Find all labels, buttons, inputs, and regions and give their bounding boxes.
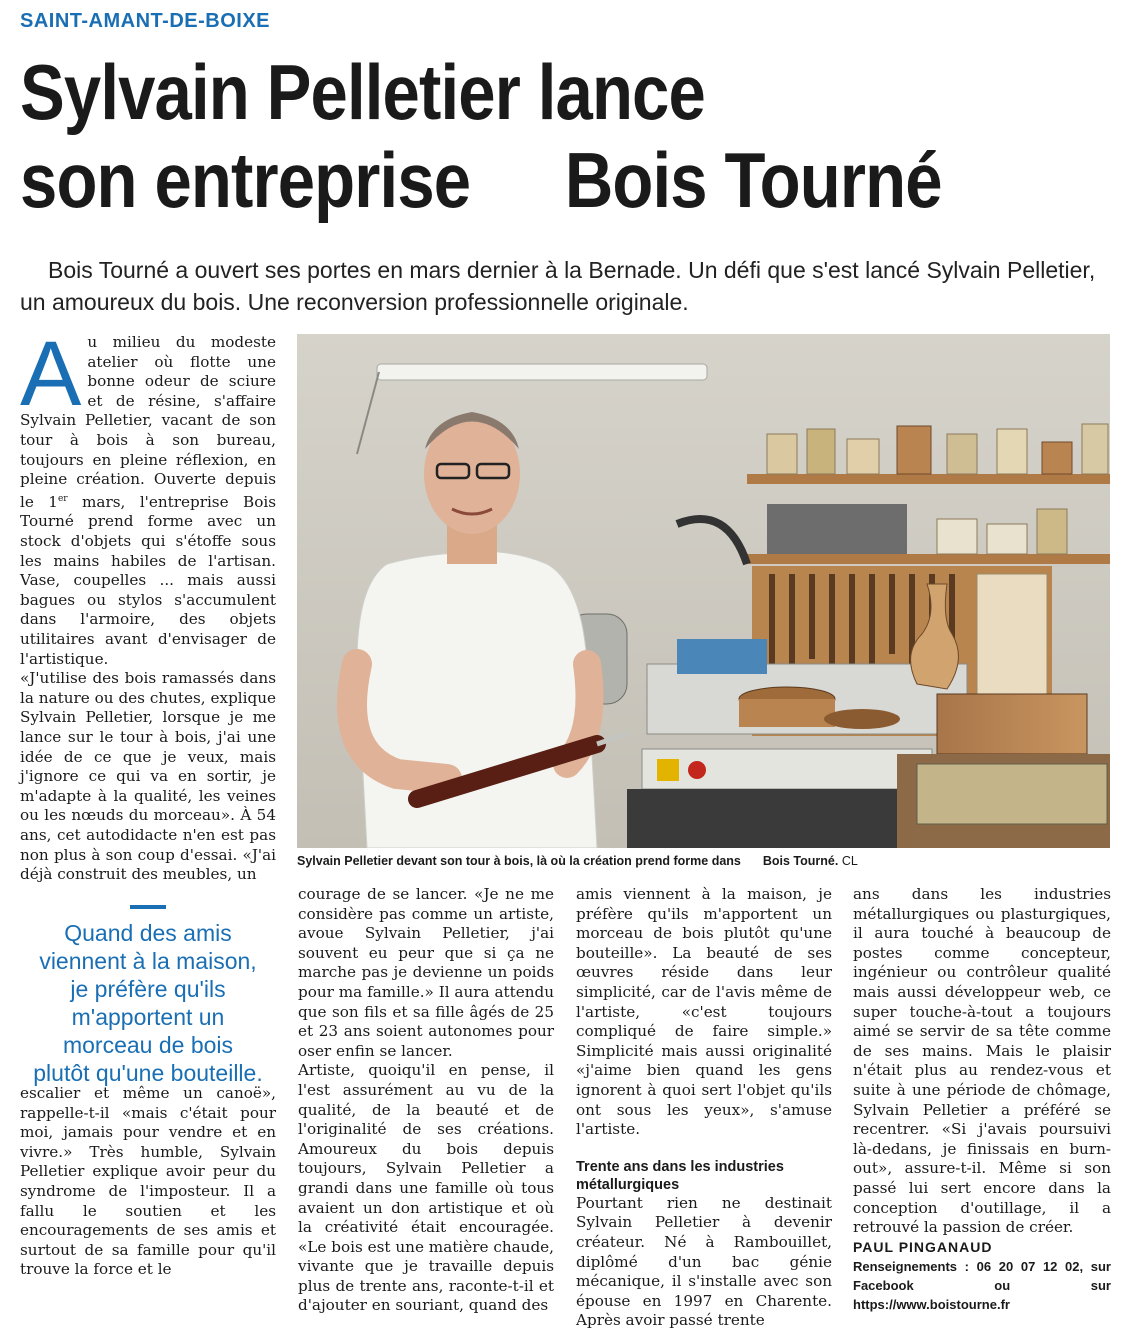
workshop-photo-illustration [297,334,1110,848]
lead-line-1: Bois Tourné a ouvert ses portes en mars dernier à la Bernade. Un défi que s'est lancé Sylvain Pelletier, [48,257,1096,283]
headline [20,48,962,224]
lead-paragraph [20,254,1115,318]
photo-caption [297,853,1110,869]
col2-paragraph-1: courage de se lancer. «Je ne me considère pas comme un artiste, avoue Sylvain Pelletier, j'ai souvent eu peur que si ça ne marche pas je devienne un poids pour ma famille.» Il aura attendu que son fils et sa fille âgés de 25 et 23 ans soient autonomes pour oser enfin se lancer. [298,885,554,1060]
column-2 [298,885,554,1316]
caption-text-b: Bois Tourné. [762,854,839,868]
lead-line-2: un amoureux du bois. Une reconversion professionnelle originale. [20,289,689,315]
column-3 [576,885,832,1331]
photo-credit: CL [841,854,858,868]
column-1 [20,323,276,885]
workshop-photo [297,334,1110,848]
headline-line-2b: Bois Tourné [564,136,942,224]
drop-cap: A [20,323,82,425]
kicker: SAINT-AMANT-DE-BOIXE [20,10,270,32]
pull-quote-line: Quand des amis [64,920,232,946]
headline-line-2 [20,136,962,224]
pull-quote-line: plutôt qu'une bouteille. [33,1060,263,1086]
pull-quote [20,905,276,1087]
pull-quote-line: morceau de bois [62,1032,234,1058]
pull-quote-line: je préfère qu'ils [70,976,226,1002]
contact-info: Renseignements : 06 20 07 12 02, sur Facebook ou sur https://www.boistourne.fr [853,1259,1111,1313]
col4-paragraph-1: ans dans les industries métallurgiques ou plasturgiques, il aura touché à beaucoup de postes comme concepteur, ingénieur ou contrôleur qualité mais aussi développeur web, ce super touche-à-tout a toujours aimé se servir de sa tête comme de ses mains. Mais le plaisir n'était plus au rendez-vous et suite à une période de chômage, Sylvain Pelletier a préféré se recentrer. «Si j'avais poursuivi là-dedans, je finissais en burn-out», assure-t-il. Même si son passé lui sert encore dans la conception d'outillage, il a retrouvé la passion de créer. [853,885,1111,1237]
superscript-er: er [57,493,68,504]
col3-paragraph-2: Pourtant rien ne destinait Sylvain Pelletier à devenir créateur. Né à Rambouillet, diplômé d'un bac génie mécanique, il s'installe avec son épouse en 1997 en Charente. Après avoir passé trente [576,1193,832,1330]
author-signature: PAUL PINGANAUD [853,1238,993,1255]
col1-paragraph-2: «J'utilise des bois ramassés dans la nature ou des chutes, explique Sylvain Pelletier, lorsque je me lance sur le tour à bois, j'ai une idée de ce que je veux, mais j'ignore ce qui va en sortir, je m'adapte à la qualité, les veines ou les nœuds du morceau». À 54 ans, cet autodidacte n'en est pas non plus à son coup d'essai. «J'ai déjà construit des meubles, un [20,669,276,884]
col3-paragraph-1: amis viennent à la maison, je préfère qu'ils m'apportent un morceau de bois plutôt qu'une bouteille». La beauté de ses œuvres réside dans leur simplicité, car de l'avis même de l'artiste, «c'est toujours compliqué de faire simple.» Simplicité mais aussi originalité «j'aime bien quand les gens ignorent à quoi sert l'objet qu'ils ont sous les yeux», s'amuse l'artiste. [576,885,832,1139]
column-1-continued [20,1084,276,1280]
section-subheading: Trente ans dans les industries métallurgiques [576,1158,784,1193]
pull-quote-line: viennent à la maison, [39,948,257,974]
pull-quote-bar [130,905,166,909]
headline-line-1: Sylvain Pelletier lance [20,48,705,136]
col1-paragraph-1: u milieu du modeste atelier où flotte une bonne odeur de sciure et de résine, s'affaire Sylvain Pelletier, vacant de son tour à bois à son bureau, toujours en pleine réflexion, en pleine création. Ouverte depuis le 1er mars, l'entreprise Bois Tourné prend forme avec un stock d'objets qui s'étoffe sous les mains habiles de l'artisan. Vase, coupelles ... mais aussi bagues ou stylos s'accumulent dans l'armoire, des objets utilitaires avant d'envisager de l'artistique. [20,333,276,668]
col2-paragraph-2: Artiste, quoiqu'il en pense, il l'est assurément au vu de la qualité, de la beauté et de l'originalité de ses créations. Amoureux du bois depuis toujours, Sylvain Pelletier a grandi dans une famille où tous avaient un don artistique et où la créativité était encouragée. «Le bois est une matière chaude, vivante que je travaille depuis plus de trente ans, raconte-t-il et d'ajouter en souriant, quand des [298,1061,554,1315]
pull-quote-line: m'apportent un [71,1004,225,1030]
caption-text-a: Sylvain Pelletier devant son tour à bois, là où la création prend forme dans [297,854,741,868]
headline-line-2a: son entreprise [20,136,471,224]
col1-continued-paragraph: escalier et même un canoë», rappelle-t-il «mais c'était pour moi, jamais pour vendre et en vivre.» Très humble, Sylvain Pelletier explique avoir peur du syndrome de l'imposteur. Il a fallu le soutien et les encouragements de ses amis et surtout de sa famille pour qu'il trouve la force et le [20,1084,276,1279]
column-4 [853,885,1111,1314]
